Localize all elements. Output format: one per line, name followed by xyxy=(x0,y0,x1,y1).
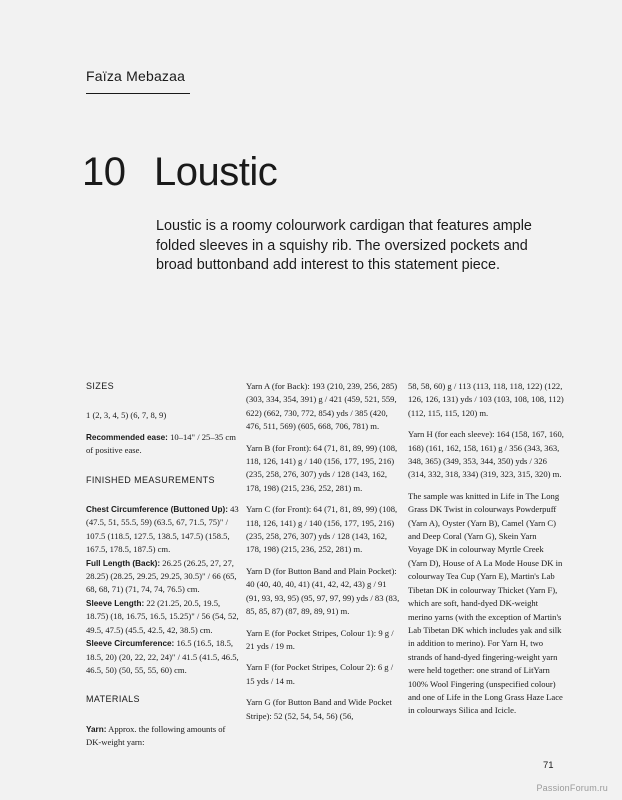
yarn-h: Yarn H (for each sleeve): 164 (158, 167, 160, 168) (161, 162, 158, 161) g / 356 (343, 363, 348, 365) (349, 353, 344, 350) yds / 326 (314, 332, 318, 334) (319, 323, 315, 320) m. xyxy=(408,429,564,480)
yarn-g-continued: 58, 58, 60) g / 113 (113, 118, 118, 122) (122, 126, 126, 131) yds / 103 (103, 108, 108, 112) (112, 115, 115, 120) m. xyxy=(408,381,564,418)
length-label: Full Length (Back): xyxy=(86,558,161,568)
watermark: PassionForum.ru xyxy=(536,783,608,793)
page-number: 71 xyxy=(543,760,554,771)
column-sizes-materials xyxy=(86,380,242,750)
ease-label: Recommended ease: xyxy=(86,432,168,442)
yarn-d: Yarn D (for Button Band and Plain Pocket): 40 (40, 40, 40, 41) (41, 42, 42, 43) g / 91 (91, 93, 93, 95) (95, 97, 97, 99) yds / 83 (83, 85, 85, 87) (87, 89, 89, 91) m. xyxy=(246,565,400,617)
sizes-list: 1 (2, 3, 4, 5) (6, 7, 8, 9) xyxy=(86,410,167,421)
yarn-a: Yarn A (for Back): 193 (210, 239, 256, 285) (303, 334, 354, 391) g / 421 (459, 521, 559, 622) (662, 730, 772, 854) yds / 385 (420, 476, 511, 569) (605, 668, 706, 781) m. xyxy=(246,381,398,432)
materials-heading: MATERIALS xyxy=(86,694,140,705)
sizes-heading: SIZES xyxy=(86,381,115,391)
sample-note: The sample was knitted in Life in The Long Grass DK Twist in colourways Powderpuff (Yarn A), Oyster (Yarn B), Camel (Yarn C) and Deep Coral (Yarn G), Skein Yarn Voyage DK in colourway Myrtle Creek (Yarn D), House of A La Mode House DK in colourway Tea Cup (Yarn E), Martin's Lab Tibetan DK in colourway Thicket (Yarn F), which are soft, hand-dyed DK-weight merino yarns (with the exception of Martin's Lab Tibetan DK which includes yak and silk in addition to merino). For Yarn H, two strands of hand-dyed fingering-weight yarn were held together: one strand of LitYarn 100% Wool Fingering (unspecified colour) and one of Life in the Long Grass Haze Lace in colourways Silica and Icicle. xyxy=(408,490,563,716)
pattern-title: Loustic xyxy=(154,150,278,194)
recommended-ease xyxy=(86,431,242,458)
sleeve-label: Sleeve Length: xyxy=(86,598,145,608)
yarn-label: Yarn: xyxy=(86,724,107,734)
ease-text: 10–14" / 25–35 cm of positive ease. xyxy=(86,431,236,456)
sleevecirc-text: 16.5 (16.5, 18.5, 18.5, 20) (20, 22, 22, 24)" / 41.5 (41.5, 46.5, 46.5, 50) (50, 55, 55, 60) cm. xyxy=(86,638,239,675)
yarn-c: Yarn C (for Front): 64 (71, 81, 89, 99) (108, 118, 126, 141) g / 140 (156, 177, 195, 216) (235, 258, 276, 307) yds / 128 (143, 162, 178, 198) (215, 236, 252, 281) m. xyxy=(246,504,398,555)
column-yarn-amounts xyxy=(246,380,402,723)
yarn-e: Yarn E (for Pocket Stripes, Colour 1): 9 g / 21 yds / 19 m. xyxy=(246,627,394,651)
yarn-text: Approx. the following amounts of DK-weight yarn: xyxy=(86,723,226,748)
designer-name: Faïza Mebazaa xyxy=(86,68,186,84)
length-text: 26.25 (26.25, 27, 27, 28.25) (28.25, 29.25, 29.25, 30.5)" / 66 (65, 68, 68, 71) (71, 74, 74, 76.5) cm. xyxy=(86,557,237,595)
designer-underline xyxy=(86,93,190,94)
chest-label: Chest Circumference (Buttoned Up): xyxy=(86,505,228,515)
chest-text: 43 (47.5, 51, 55.5, 59) (63.5, 67, 71.5, 75)" / 107.5 (118.5, 127.5, 138.5, 147.5) (158.5, 167.5, 178.5, 187.5) cm. xyxy=(86,504,239,555)
sleeve-text: 22 (21.25, 20.5, 19.5, 18.75) (18, 16.75, 16.5, 15.25)" / 56 (54, 52, 49.5, 47.5) (45.5, 42.5, 42, 38.5) cm. xyxy=(86,597,239,635)
yarn-f: Yarn F (for Pocket Stripes, Colour 2): 6 g / 15 yds / 14 m. xyxy=(246,662,394,686)
intro-paragraph: Loustic is a roomy colourwork cardigan that features ample folded sleeves in a squishy rib. The oversized pockets and broad buttonband add interest to this statement piece. xyxy=(156,218,532,273)
column-yarn-notes xyxy=(408,380,564,718)
finished-measurements-heading: FINISHED MEASUREMENTS xyxy=(86,474,215,485)
sleeve-circumference xyxy=(86,637,242,677)
full-length xyxy=(86,557,242,597)
pattern-number: 10 xyxy=(82,150,126,194)
yarn-intro xyxy=(86,723,242,750)
sleevecirc-label: Sleeve Circumference: xyxy=(86,639,175,649)
chest-circumference xyxy=(86,503,242,557)
yarn-g: Yarn G (for Button Band and Wide Pocket Stripe): 52 (52, 54, 54, 56) (56, xyxy=(246,697,392,721)
sleeve-length xyxy=(86,597,242,637)
yarn-b: Yarn B (for Front): 64 (71, 81, 89, 99) (108, 118, 126, 141) g / 140 (156, 177, 195, 216) (235, 258, 276, 307) yds / 128 (143, 162, 178, 198) (215, 236, 252, 281) m. xyxy=(246,442,398,493)
